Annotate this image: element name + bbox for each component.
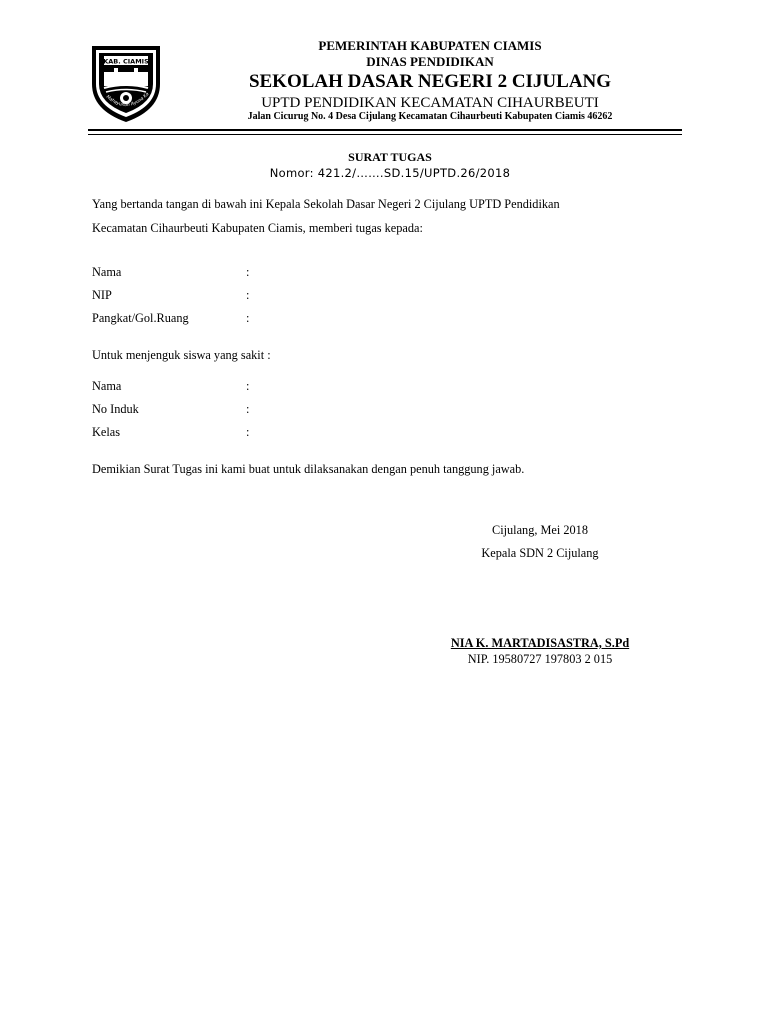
letterhead-school-name: SEKOLAH DASAR NEGERI 2 CIJULANG	[248, 71, 612, 92]
signer-name-text: NIA K. MARTADISASTRA, S.Pd	[450, 636, 630, 650]
logo-motto: Mahayunan Ayuna Ka	[104, 91, 151, 109]
letterhead-department: DINAS PENDIDIKAN	[366, 54, 494, 69]
ciamis-regency-emblem-icon	[88, 40, 164, 124]
closing-text: Demikian Surat Tugas ini kami buat untuk dilaksanakan dengan penuh tanggung jawab.	[92, 462, 525, 476]
student-id-label: No Induk	[92, 402, 139, 416]
letterhead-rule-thin	[88, 134, 682, 135]
document-number: Nomor: 421.2/…….SD.15/UPTD.26/2018	[269, 166, 511, 180]
student-class-label: Kelas	[92, 425, 120, 439]
assignee-rank-label: Pangkat/Gol.Ruang	[92, 311, 189, 325]
purpose-text: Untuk menjenguk siswa yang sakit :	[92, 348, 271, 362]
document-title: SURAT TUGAS	[348, 150, 432, 164]
intro-line-2: Kecamatan Cihaurbeuti Kabupaten Ciamis, memberi tugas kepada:	[92, 221, 423, 235]
student-id-colon: :	[246, 402, 250, 416]
letterhead-government: PEMERINTAH KABUPATEN CIAMIS	[318, 38, 542, 53]
signature-position: Kepala SDN 2 Cijulang	[481, 546, 599, 560]
intro-line-1: Yang bertanda tangan di bawah ini Kepala Sekolah Dasar Negeri 2 Cijulang UPTD Pendidikan	[92, 197, 560, 211]
student-name-colon: :	[246, 379, 250, 393]
assignee-rank-colon: :	[246, 311, 250, 325]
letterhead-unit: UPTD PENDIDIKAN KECAMATAN CIHAURBEUTI	[261, 95, 599, 111]
assignee-nip-colon: :	[246, 288, 250, 302]
signature-name	[420, 635, 660, 651]
assignee-nip-label: NIP	[92, 288, 112, 302]
signature-place-date: Cijulang, Mei 2018	[492, 523, 588, 537]
letterhead-rule-thick	[88, 129, 682, 131]
logo-top-text: KAB. CIAMIS	[103, 57, 149, 66]
signature-nip: NIP. 19580727 197803 2 015	[467, 652, 613, 666]
student-class-colon: :	[246, 425, 250, 439]
letterhead-address: Jalan Cicurug No. 4 Desa Cijulang Kecamatan Cihaurbeuti Kabupaten Ciamis 46262	[247, 111, 613, 122]
student-name-label: Nama	[92, 379, 122, 393]
assignee-name-colon: :	[246, 265, 250, 279]
assignee-name-label: Nama	[92, 265, 122, 279]
